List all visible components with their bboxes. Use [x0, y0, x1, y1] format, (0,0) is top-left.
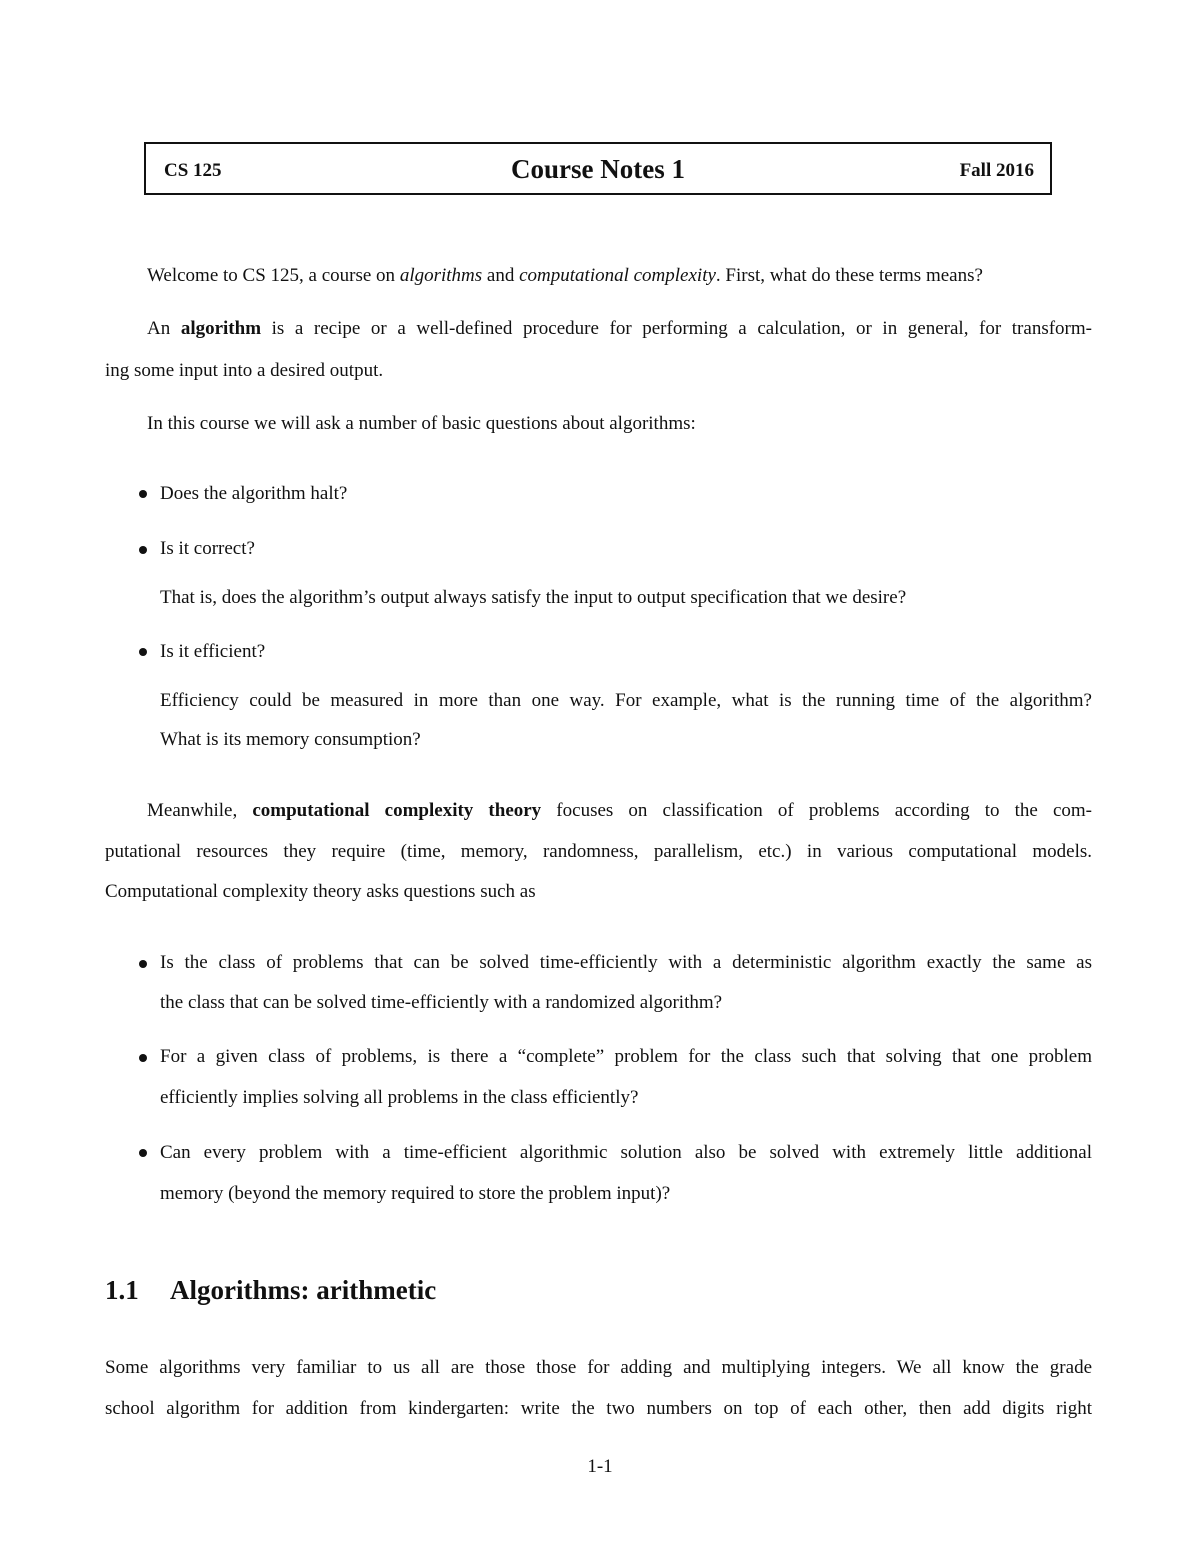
document-title: Course Notes 1: [511, 154, 685, 184]
algorithm-term: algorithm: [180, 318, 262, 339]
page-number: 1-1: [587, 1456, 613, 1477]
questions-intro: In this course we will ask a number of basic questions about algorithms:: [147, 413, 696, 434]
bullet-icon: [139, 1054, 147, 1062]
complexity-term: computational complexity theory: [252, 800, 542, 821]
complexity-question-2-line2: efficiently implies solving all problems in the class efficiently?: [160, 1087, 639, 1108]
course-code: CS 125: [164, 160, 222, 181]
section-title-text: Algorithms: arithmetic: [170, 1275, 437, 1305]
complexity-question-3-line2: memory (beyond the memory required to store the problem input)?: [160, 1183, 671, 1204]
bullet-icon: [139, 960, 147, 968]
complexity-paragraph-line3: Computational complexity theory asks questions such as: [105, 881, 536, 902]
complexity-question-1-line1: Is the class of problems that can be solved time-efficiently with a deterministic algorithm exactly the same as: [160, 952, 1092, 973]
section-heading: [105, 1275, 436, 1306]
course-header: [144, 142, 1052, 195]
list-item-correct-detail: That is, does the algorithm’s output always satisfy the input to output specification that we desire?: [160, 587, 907, 608]
bullet-icon: [139, 546, 147, 554]
list-item-correct: Is it correct?: [160, 538, 255, 559]
algorithm-definition-line2: ing some input into a desired output.: [105, 360, 384, 381]
section-paragraph-line2: school algorithm for addition from kindergarten: write the two numbers on top of each other, then add digits right: [105, 1398, 1092, 1419]
list-item-efficient-detail-line2: What is its memory consumption?: [160, 729, 421, 750]
section-paragraph-line1: Some algorithms very familiar to us all are those those for adding and multiplying integers. We all know the grade: [105, 1357, 1092, 1378]
list-item-efficient-detail-line1: Efficiency could be measured in more than one way. For example, what is the running time of the algorithm?: [160, 690, 1092, 711]
bullet-icon: [139, 648, 147, 656]
complexity-paragraph-line1: Meanwhile, computational complexity theory focuses on classification of problems according to the com-: [147, 800, 1092, 821]
complexity-paragraph-line2: putational resources they require (time, memory, randomness, parallelism, etc.) in various computational models.: [105, 841, 1092, 862]
course-term: Fall 2016: [959, 160, 1034, 181]
complexity-question-1-line2: the class that can be solved time-efficiently with a randomized algorithm?: [160, 992, 723, 1013]
section-number: 1.1: [105, 1275, 139, 1305]
list-item-efficient: Is it efficient?: [160, 641, 266, 662]
complexity-question-2-line1: For a given class of problems, is there a “complete” problem for the class such that solving that one problem: [160, 1046, 1092, 1067]
bullet-icon: [139, 1149, 147, 1157]
welcome-paragraph: Welcome to CS 125, a course on algorithms and computational complexity. First, what do these terms means?: [147, 265, 983, 286]
list-item-halt: Does the algorithm halt?: [160, 483, 348, 504]
algorithm-definition-line1: An algorithm is a recipe or a well-defined procedure for performing a calculation, or in general, for transform-: [147, 318, 1092, 339]
complexity-question-3-line1: Can every problem with a time-efficient algorithmic solution also be solved with extremely little additional: [160, 1142, 1092, 1163]
bullet-icon: [139, 490, 147, 498]
